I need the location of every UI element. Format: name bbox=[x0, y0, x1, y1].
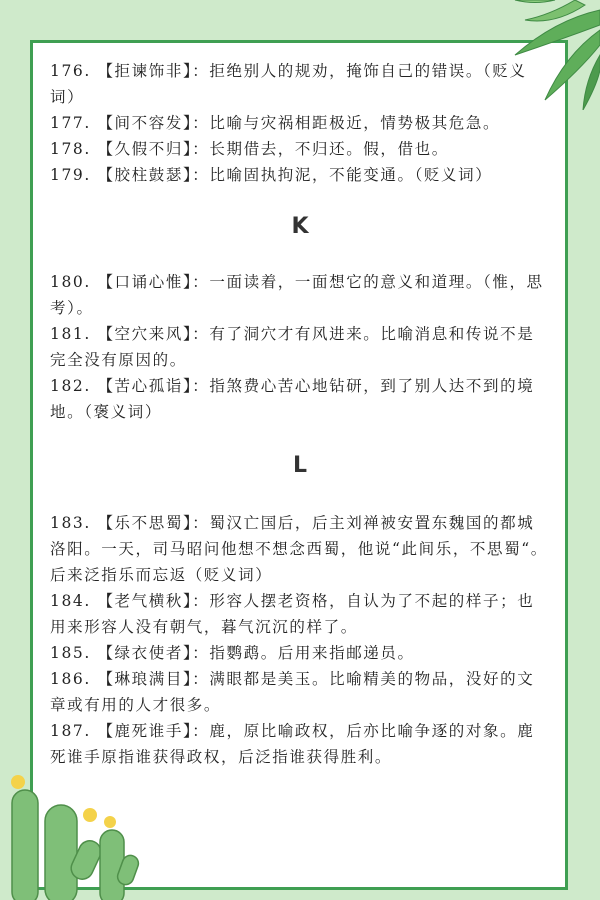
entry-182: 182. 【苦心孤诣】：指煞费心苦心地钻研，到了别人达不到的境地。（褒义词） bbox=[50, 377, 535, 421]
entry-177: 177. 【间不容发】：比喻与灾祸相距极近，情势极其危急。 bbox=[50, 114, 501, 132]
section-j bbox=[50, 58, 550, 188]
entry-183: 183. 【乐不思蜀】：蜀汉亡国后，后主刘禅被安置东魏国的都城洛阳。一天，司马昭问他想不想念西蜀，他说“此间乐，不思蜀“。后来泛指乐而忘返（贬义词） bbox=[50, 514, 548, 584]
entry-184: 184. 【老气横秋】：形容人摆老资格，自认为了不起的样子；也用来形容人没有朝气，暮气沉沉的样了。 bbox=[50, 592, 535, 636]
section-l bbox=[50, 510, 550, 770]
entry-181: 181. 【空穴来风】：有了洞穴才有风进来。比喻消息和传说不是完全没有原因的。 bbox=[50, 325, 535, 369]
entry-187: 187. 【鹿死谁手】：鹿，原比喻政权，后亦比喻争逐的对象。鹿死谁手原指谁获得政权，后泛指谁获得胜利。 bbox=[50, 722, 535, 766]
section-heading-l: L bbox=[292, 453, 308, 478]
entry-185: 185. 【绿衣使者】：指鹦鹉。后用来指邮递员。 bbox=[50, 644, 415, 662]
entry-180: 180. 【口诵心惟】：一面读着，一面想它的意义和道理。（惟，思考）。 bbox=[50, 273, 544, 317]
cactus-icon bbox=[0, 760, 150, 900]
entry-178: 178. 【久假不归】：长期借去，不归还。假，借也。 bbox=[50, 140, 449, 158]
idiom-list bbox=[50, 58, 550, 770]
section-k bbox=[50, 269, 550, 425]
section-heading-k: K bbox=[291, 214, 309, 239]
entry-186: 186. 【琳琅满目】：满眼都是美玉。比喻精美的物品，没好的文章或有用的人才很多。 bbox=[50, 670, 535, 714]
entry-179: 179. 【胶柱鼓瑟】：比喻固执拘泥，不能变通。（贬义词） bbox=[50, 166, 493, 184]
entry-176: 176. 【拒谏饰非】：拒绝别人的规劝，掩饰自己的错误。（贬义词） bbox=[50, 62, 527, 106]
